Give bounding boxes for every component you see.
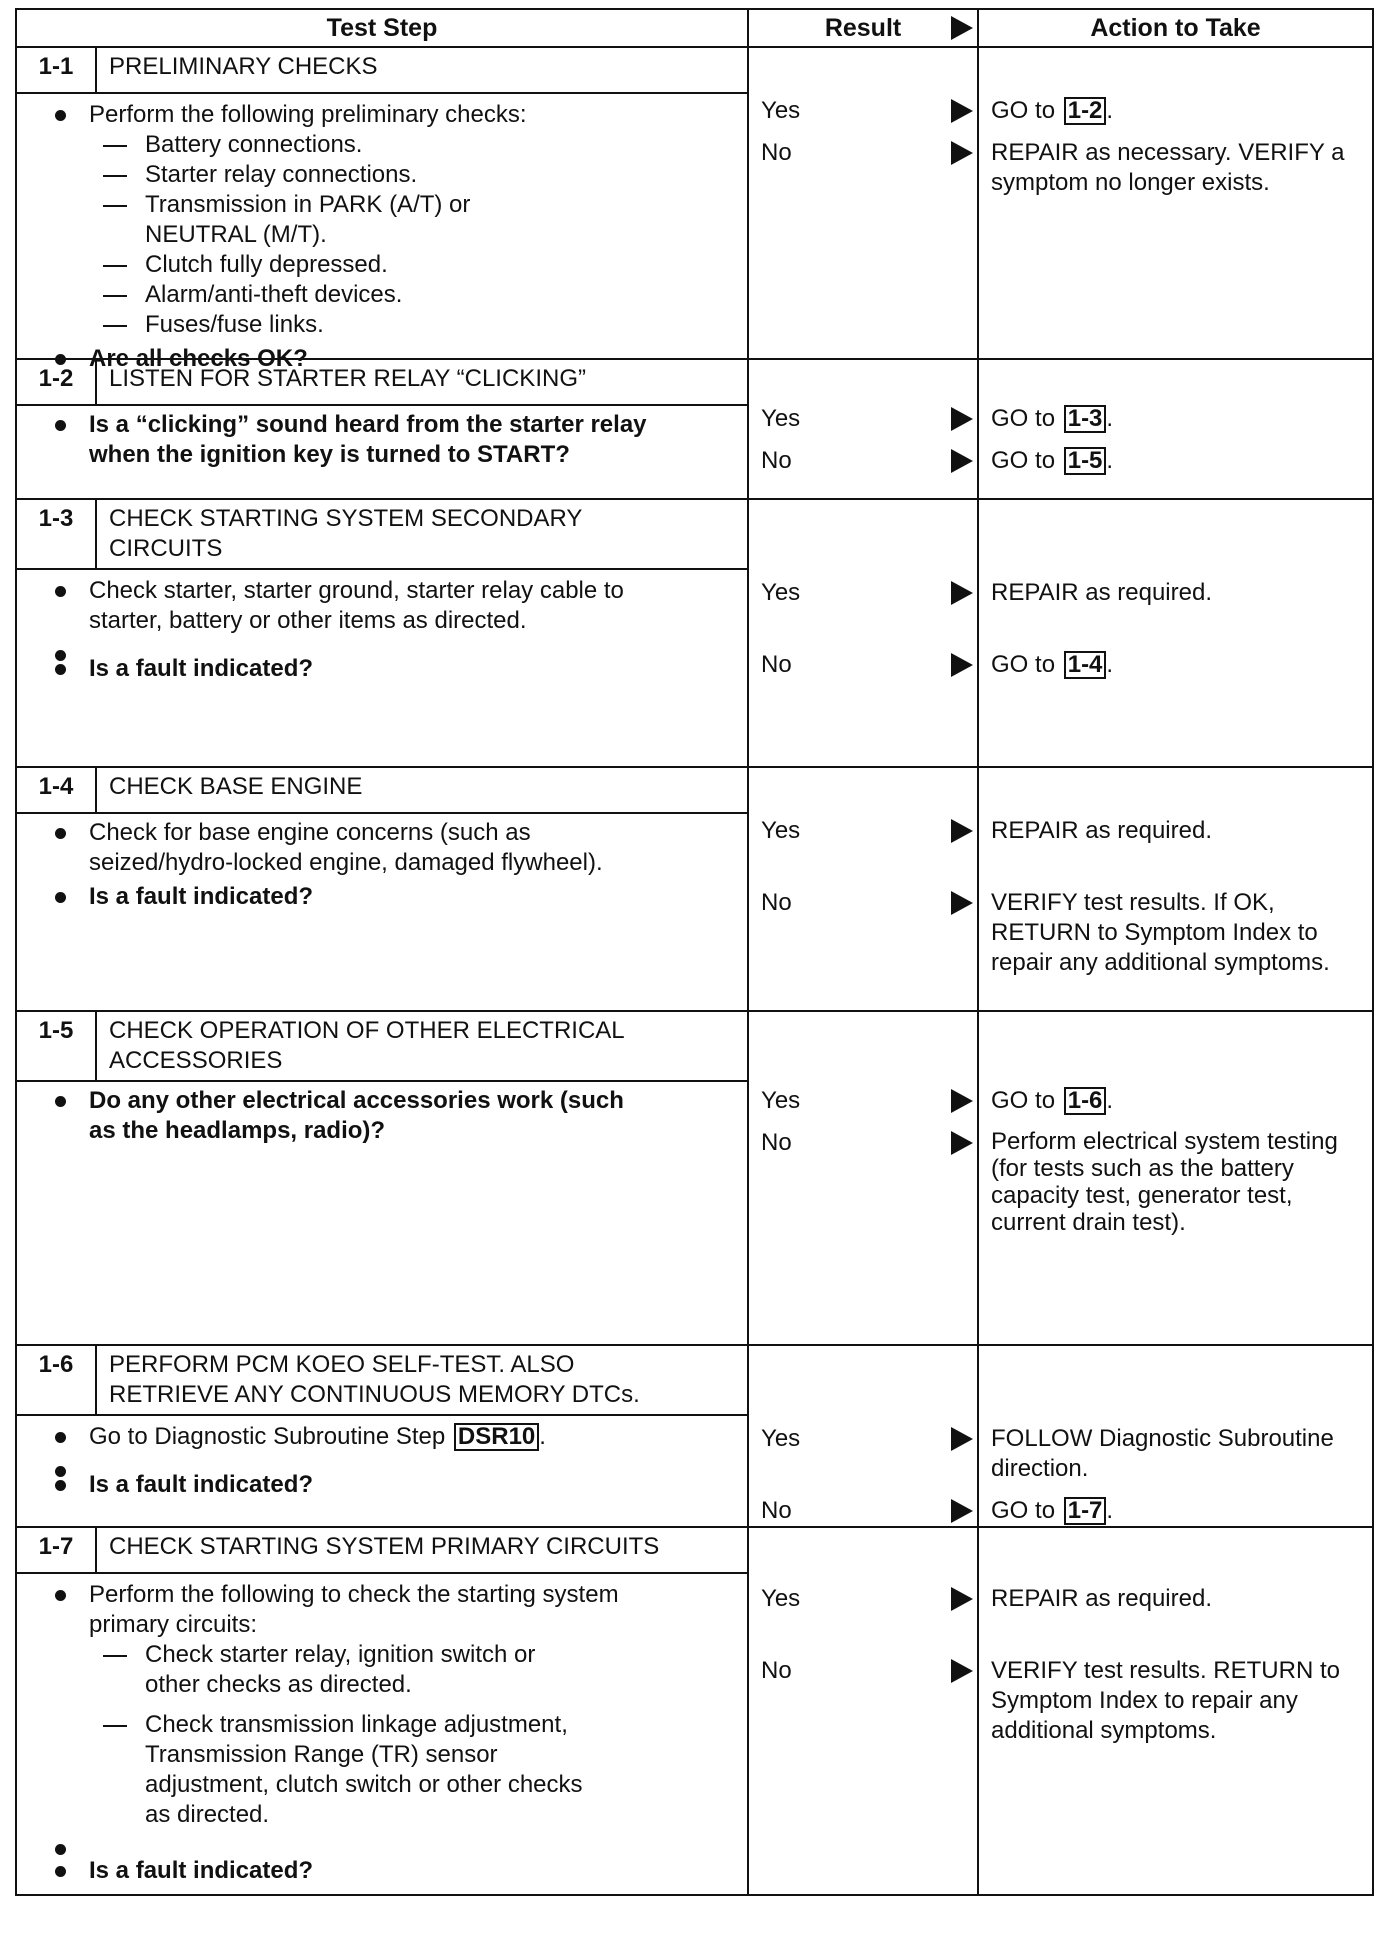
result-no: No: [749, 1496, 977, 1526]
result-yes: Yes: [749, 404, 977, 434]
subroutine-ref-box: DSR10: [454, 1423, 539, 1451]
step-title: CHECK BASE ENGINE: [96, 767, 748, 813]
bullet-item: Go to Diagnostic Subroutine Step DSR10 .: [55, 1422, 737, 1452]
action-no: Perform electrical system testing (for tests such as the battery capacity test, generator test, current drain test).: [991, 1128, 1338, 1236]
step-ref-box: 1-7: [1064, 1497, 1107, 1525]
action-yes: REPAIR as required.: [991, 817, 1212, 844]
step-1-6-actions: [978, 1345, 1373, 1527]
step-body: [16, 405, 748, 499]
bullet-question: Are all checks OK?: [55, 344, 737, 374]
step-1-3-title-row: [16, 499, 1373, 569]
step-1-2-actions: [978, 359, 1373, 499]
bullet-question: Is a fault indicated?: [55, 1856, 737, 1886]
action-yes: FOLLOW Diagnostic Subroutine direction.: [991, 1425, 1334, 1482]
header-row: [16, 9, 1373, 47]
bullet-item: Perform the following preliminary checks: Battery connections. Starter relay connections. Transmission in PARK (A/T) or NEUTRAL (M/T). Clutch fully depressed. Alarm/anti-theft devices. Fuses/fuse links.: [55, 100, 737, 340]
step-1-5-title-row: [16, 1011, 1373, 1081]
arrow-right-icon: [951, 1131, 973, 1155]
step-number: 1-6: [16, 1345, 96, 1415]
action-yes: GO to 1-3 .: [991, 405, 1114, 432]
step-1-7-title-row: [16, 1527, 1373, 1573]
arrow-right-icon: [951, 16, 973, 40]
step-1-3-actions: [978, 499, 1373, 767]
dash-item: Transmission in PARK (A/T) or NEUTRAL (M/T).: [103, 190, 573, 250]
result-yes: Yes: [749, 578, 977, 608]
action-no: GO to 1-5 .: [991, 447, 1114, 474]
step-1-4-title-row: [16, 767, 1373, 813]
dash-item: Clutch fully depressed.: [103, 250, 573, 280]
bullet-question: Is a fault indicated?: [55, 1470, 737, 1500]
step-1-7-results: [748, 1527, 978, 1895]
arrow-right-icon: [951, 407, 973, 431]
pinpoint-test-table: [15, 8, 1374, 1896]
step-1-6-results: [748, 1345, 978, 1527]
step-1-5-results: [748, 1011, 978, 1345]
step-1-1-actions: [978, 47, 1373, 359]
bullet-question: Is a fault indicated?: [55, 882, 737, 912]
step-title: CHECK STARTING SYSTEM SECONDARY CIRCUITS: [96, 499, 748, 569]
header-test-step: Test Step: [16, 9, 748, 47]
diagnostic-page: [15, 8, 1372, 1896]
step-1-1-title-row: [16, 47, 1373, 93]
arrow-right-icon: [951, 891, 973, 915]
result-yes: Yes: [749, 1584, 977, 1614]
bullet-question: Is a fault indicated?: [55, 654, 737, 684]
result-yes: Yes: [749, 1424, 977, 1454]
step-1-3-results: [748, 499, 978, 767]
arrow-right-icon: [951, 449, 973, 473]
arrow-right-icon: [951, 1587, 973, 1611]
step-1-7-actions: [978, 1527, 1373, 1895]
step-body: [16, 1415, 748, 1527]
action-no: REPAIR as necessary. VERIFY a symptom no longer exists.: [991, 139, 1345, 196]
result-no: No: [749, 1656, 977, 1686]
step-number: 1-3: [16, 499, 96, 569]
step-1-6-title-row: [16, 1345, 1373, 1415]
action-no: VERIFY test results. RETURN to Symptom Index to repair any additional symptoms.: [991, 1657, 1340, 1744]
header-action: Action to Take: [978, 9, 1373, 47]
step-title: PERFORM PCM KOEO SELF-TEST. ALSO RETRIEVE ANY CONTINUOUS MEMORY DTCs.: [96, 1345, 748, 1415]
step-number: 1-1: [16, 47, 96, 93]
arrow-right-icon: [951, 1659, 973, 1683]
step-title: PRELIMINARY CHECKS: [96, 47, 748, 93]
bullet-item: Check starter, starter ground, starter relay cable to starter, battery or other items as directed.: [55, 576, 649, 636]
step-number: 1-4: [16, 767, 96, 813]
step-body: [16, 1573, 748, 1895]
arrow-right-icon: [951, 1089, 973, 1113]
arrow-right-icon: [951, 141, 973, 165]
step-body: [16, 1081, 748, 1345]
step-body: [16, 813, 748, 1011]
result-yes: Yes: [749, 96, 977, 126]
step-ref-box: 1-4: [1064, 651, 1107, 679]
step-body: [16, 93, 748, 372]
step-1-4-results: [748, 767, 978, 1011]
result-no: No: [749, 138, 977, 168]
action-no: GO to 1-4 .: [991, 651, 1114, 678]
arrow-right-icon: [951, 99, 973, 123]
action-yes: REPAIR as required.: [991, 579, 1212, 606]
step-number: 1-7: [16, 1527, 96, 1573]
step-body: [16, 569, 748, 767]
step-title: CHECK STARTING SYSTEM PRIMARY CIRCUITS: [96, 1527, 748, 1573]
step-number: 1-2: [16, 359, 96, 405]
dash-item: Battery connections.: [103, 130, 573, 160]
arrow-right-icon: [951, 1427, 973, 1451]
bullet-item: Perform the following to check the starting system primary circuits: Check starter relay, ignition switch or other checks as directed. Check transmission linkage adjustment, Transmission Range (TR) sensor adjustment, clutch switch or other checks as directed.: [55, 1580, 649, 1830]
step-ref-box: 1-6: [1064, 1087, 1107, 1115]
step-1-5-actions: [978, 1011, 1373, 1345]
step-1-1-results: [748, 47, 978, 359]
result-no: No: [749, 446, 977, 476]
step-ref-box: 1-2: [1064, 97, 1107, 125]
action-no: VERIFY test results. If OK, RETURN to Symptom Index to repair any additional symptoms.: [991, 889, 1330, 976]
dash-item: Check transmission linkage adjustment, Transmission Range (TR) sensor adjustment, clutch switch or other checks as directed.: [103, 1710, 603, 1830]
step-1-2-results: [748, 359, 978, 499]
bullet-question: Is a “clicking” sound heard from the starter relay when the ignition key is turned to START?: [55, 410, 649, 470]
step-title: CHECK OPERATION OF OTHER ELECTRICAL ACCESSORIES: [96, 1011, 748, 1081]
action-yes: GO to 1-6 .: [991, 1087, 1114, 1114]
arrow-right-icon: [951, 581, 973, 605]
result-no: No: [749, 1128, 977, 1158]
step-title: LISTEN FOR STARTER RELAY “CLICKING”: [96, 359, 748, 405]
arrow-right-icon: [951, 819, 973, 843]
dash-item: Fuses/fuse links.: [103, 310, 573, 340]
header-result: [748, 9, 978, 47]
dash-item: Starter relay connections.: [103, 160, 573, 190]
action-yes: REPAIR as required.: [991, 1585, 1212, 1612]
step-1-4-actions: [978, 767, 1373, 1011]
action-yes: GO to 1-2 .: [991, 97, 1114, 124]
step-ref-box: 1-5: [1064, 447, 1107, 475]
arrow-right-icon: [951, 653, 973, 677]
dash-item: Check starter relay, ignition switch or other checks as directed.: [103, 1640, 545, 1700]
result-no: No: [749, 650, 977, 680]
result-yes: Yes: [749, 816, 977, 846]
bullet-item: Check for base engine concerns (such as seized/hydro-locked engine, damaged flywheel).: [55, 818, 609, 878]
dash-item: Alarm/anti-theft devices.: [103, 280, 573, 310]
arrow-right-icon: [951, 1499, 973, 1523]
header-result-label: Result: [824, 14, 902, 42]
result-yes: Yes: [749, 1086, 977, 1116]
action-no: GO to 1-7 .: [991, 1497, 1114, 1524]
step-ref-box: 1-3: [1064, 405, 1107, 433]
result-no: No: [749, 888, 977, 918]
step-number: 1-5: [16, 1011, 96, 1081]
bullet-question: Do any other electrical accessories work (such as the headlamps, radio)?: [55, 1086, 649, 1146]
